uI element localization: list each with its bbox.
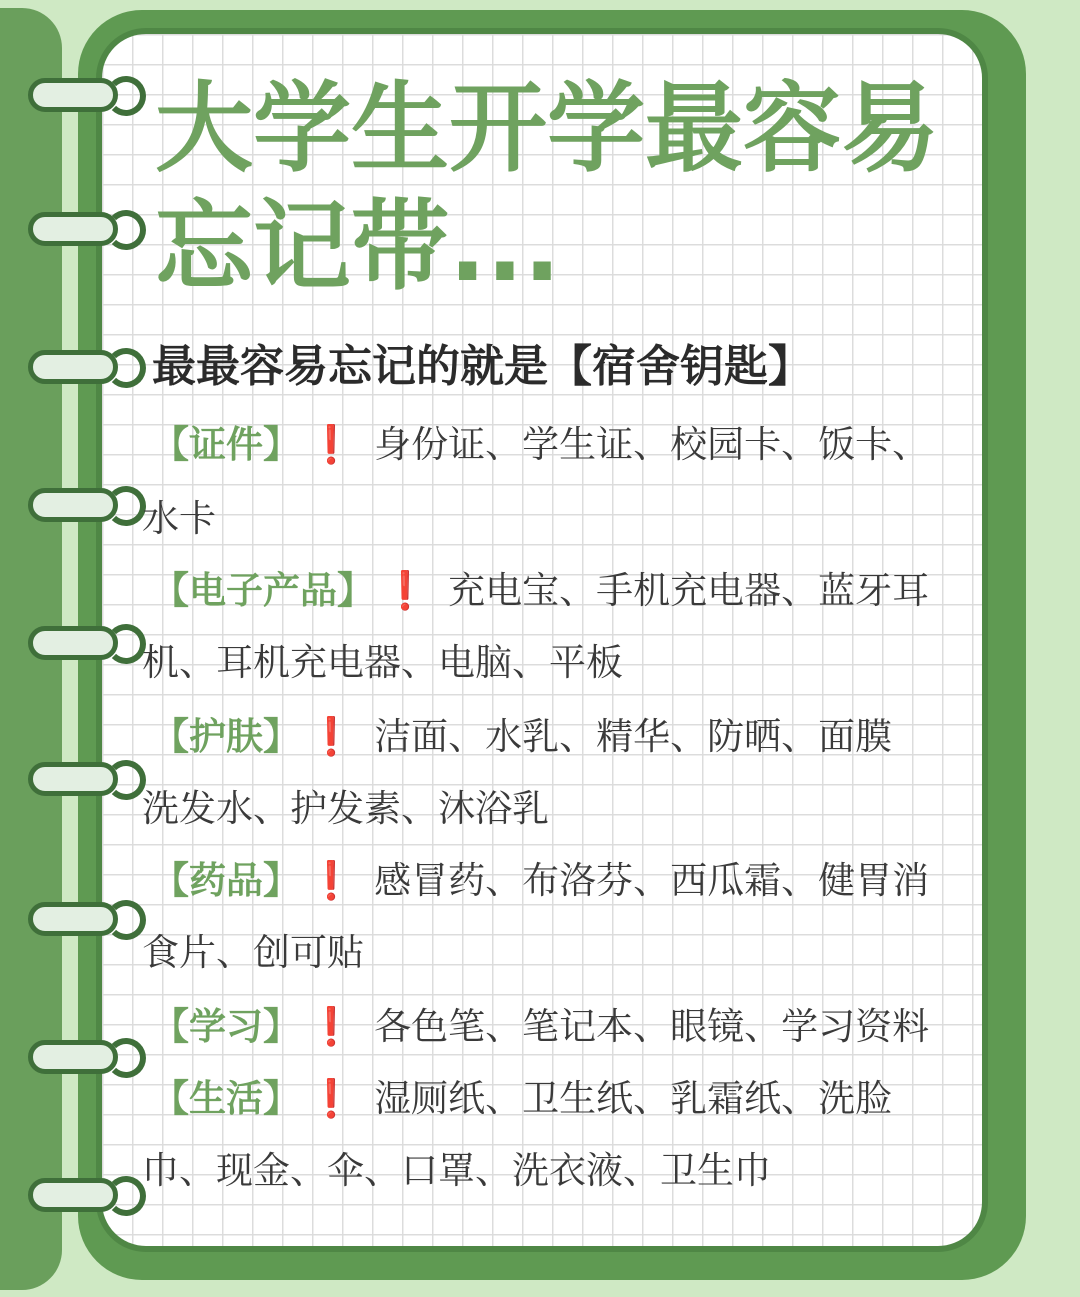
notebook-ring-icon <box>28 488 138 524</box>
notebook-ring-icon <box>28 1178 138 1214</box>
item-continuation: 机、耳机充电器、电脑、平板 <box>142 641 623 684</box>
notebook-ring-icon <box>28 626 138 662</box>
item-text: 身份证、学生证、校园卡、饭卡、 <box>374 423 930 466</box>
category-tag: 【学习】 <box>152 1005 300 1048</box>
notebook-ring-icon <box>28 212 138 248</box>
item-continuation: 巾、现金、伞、口罩、洗衣液、卫生巾 <box>142 1149 771 1192</box>
exclamation-icon: ❗ <box>308 1005 355 1048</box>
item-text: 感冒药、布洛芬、西瓜霜、健胃消 <box>374 859 930 902</box>
category-tag: 【护肤】 <box>152 715 300 758</box>
subtitle: 最最容易忘记的就是【宿舍钥匙】 <box>152 341 812 392</box>
notebook-ring-icon <box>28 1040 138 1076</box>
item-text: 洁面、水乳、精华、防晒、面膜 <box>374 715 893 758</box>
category-tag: 【生活】 <box>152 1077 300 1120</box>
item-continuation: 水卡 <box>142 497 216 540</box>
exclamation-icon: ❗ <box>308 423 355 466</box>
notebook-ring-icon <box>28 78 138 114</box>
list-item <box>142 716 978 759</box>
category-tag: 【证件】 <box>152 423 300 466</box>
category-tag: 【药品】 <box>152 859 300 902</box>
list-item <box>142 424 978 467</box>
category-tag: 【电子产品】 <box>152 569 374 612</box>
page-title-line-1: 大学生开学最容易 <box>155 72 940 186</box>
list-item <box>142 1006 978 1049</box>
list-item <box>142 1078 978 1121</box>
list-item <box>142 570 978 613</box>
page-title-line-2: 忘记带... <box>155 190 561 304</box>
item-text: 湿厕纸、卫生纸、乳霜纸、洗脸 <box>374 1077 893 1120</box>
exclamation-icon: ❗ <box>308 859 355 902</box>
notebook-ring-icon <box>28 350 138 386</box>
item-continuation: 食片、创可贴 <box>142 931 364 974</box>
notebook-ring-icon <box>28 762 138 798</box>
notebook-ring-icon <box>28 902 138 938</box>
exclamation-icon: ❗ <box>308 715 355 758</box>
item-text: 各色笔、笔记本、眼镜、学习资料 <box>374 1005 930 1048</box>
item-continuation: 洗发水、护发素、沐浴乳 <box>142 787 549 830</box>
exclamation-icon: ❗ <box>308 1077 355 1120</box>
exclamation-icon: ❗ <box>382 569 429 612</box>
list-item <box>142 860 978 903</box>
item-text: 充电宝、手机充电器、蓝牙耳 <box>448 569 930 612</box>
